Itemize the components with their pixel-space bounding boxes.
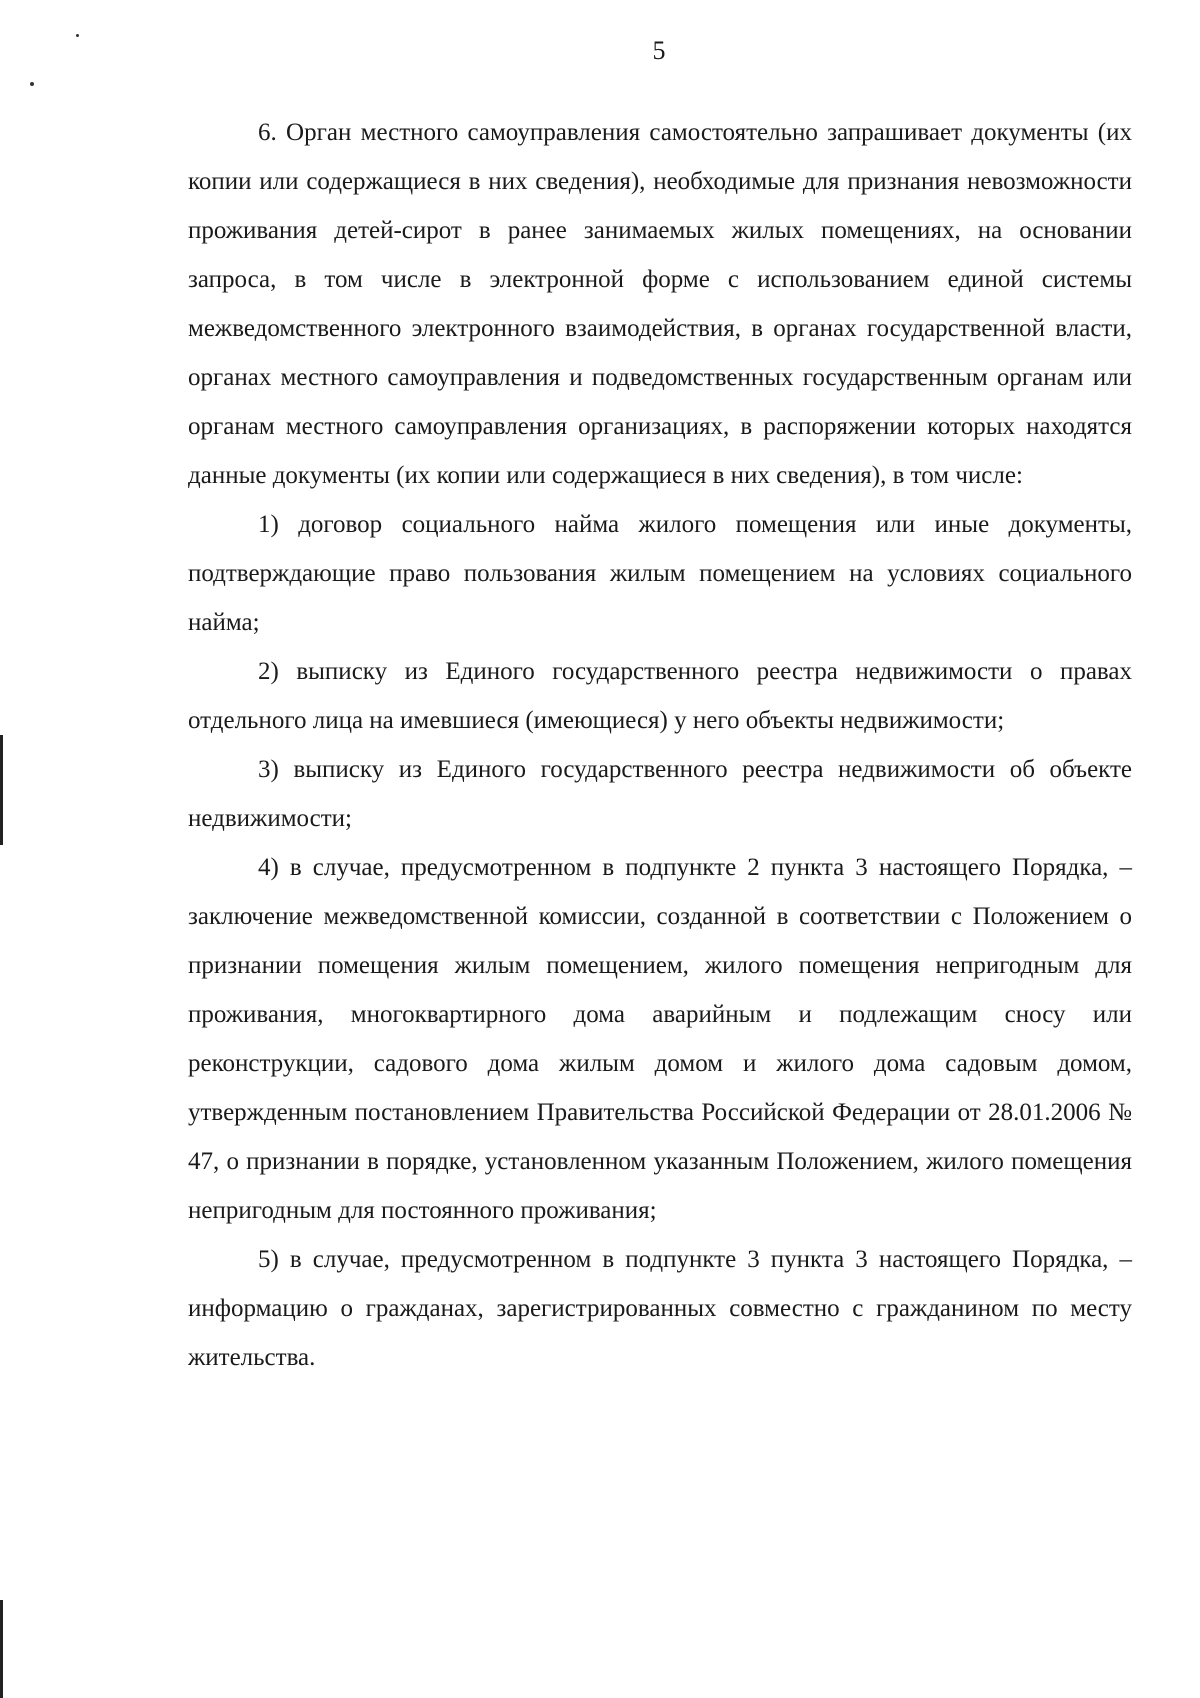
document-body — [188, 108, 1132, 1382]
subitem-3: 3) выписку из Единого государственного реестра недвижимости об объекте недвижимости; — [188, 756, 1132, 832]
subitem-5: 5) в случае, предусмотренном в подпункте 3 пункта 3 настоящего Порядка, – информацию о гражданах, зарегистрированных совместно с гражданином по месту жительства. — [188, 1246, 1132, 1371]
scan-edge-mark — [0, 1600, 3, 1698]
scan-speck — [30, 82, 34, 86]
subitem-1: 1) договор социального найма жилого помещения или иные документы, подтверждающие право пользования жилым помещением на условиях социального найма; — [188, 511, 1132, 636]
page-number: 5 — [652, 36, 666, 65]
scan-edge-mark — [0, 735, 3, 845]
subitem-2: 2) выписку из Единого государственного реестра недвижимости о правах отдельного лица на имевшиеся (имеющиеся) у него объекты недвижимости; — [188, 658, 1132, 734]
paragraph-item-6: 6. Орган местного самоуправления самостоятельно запрашивает документы (их копии или содержащиеся в них сведения), необходимые для признания невозможности проживания детей-сирот в ранее занимаемых жилых помещениях, на основании запроса, в том числе в электронной форме с использованием единой системы межведомственного электронного взаимодействия, в органах государственной власти, органах местного самоуправления и подведомственных государственным органам или органам местного самоуправления организациях, в распоряжении которых находятся данные документы (их копии или содержащиеся в них сведения), в том числе: — [188, 119, 1132, 489]
subitem-4: 4) в случае, предусмотренном в подпункте 2 пункта 3 настоящего Порядка, – заключение межведомственной комиссии, созданной в соответствии с Положением о признании помещения жилым помещением, жилого помещения непригодным для проживания, многоквартирного дома аварийным и подлежащим сносу или реконструкции, садового дома жилым домом и жилого дома садовым домом, утвержденным постановлением Правительства Российской Федерации от 28.01.2006 № 47, о признании в порядке, установленном указанным Положением, жилого помещения непригодным для постоянного проживания; — [188, 854, 1132, 1224]
